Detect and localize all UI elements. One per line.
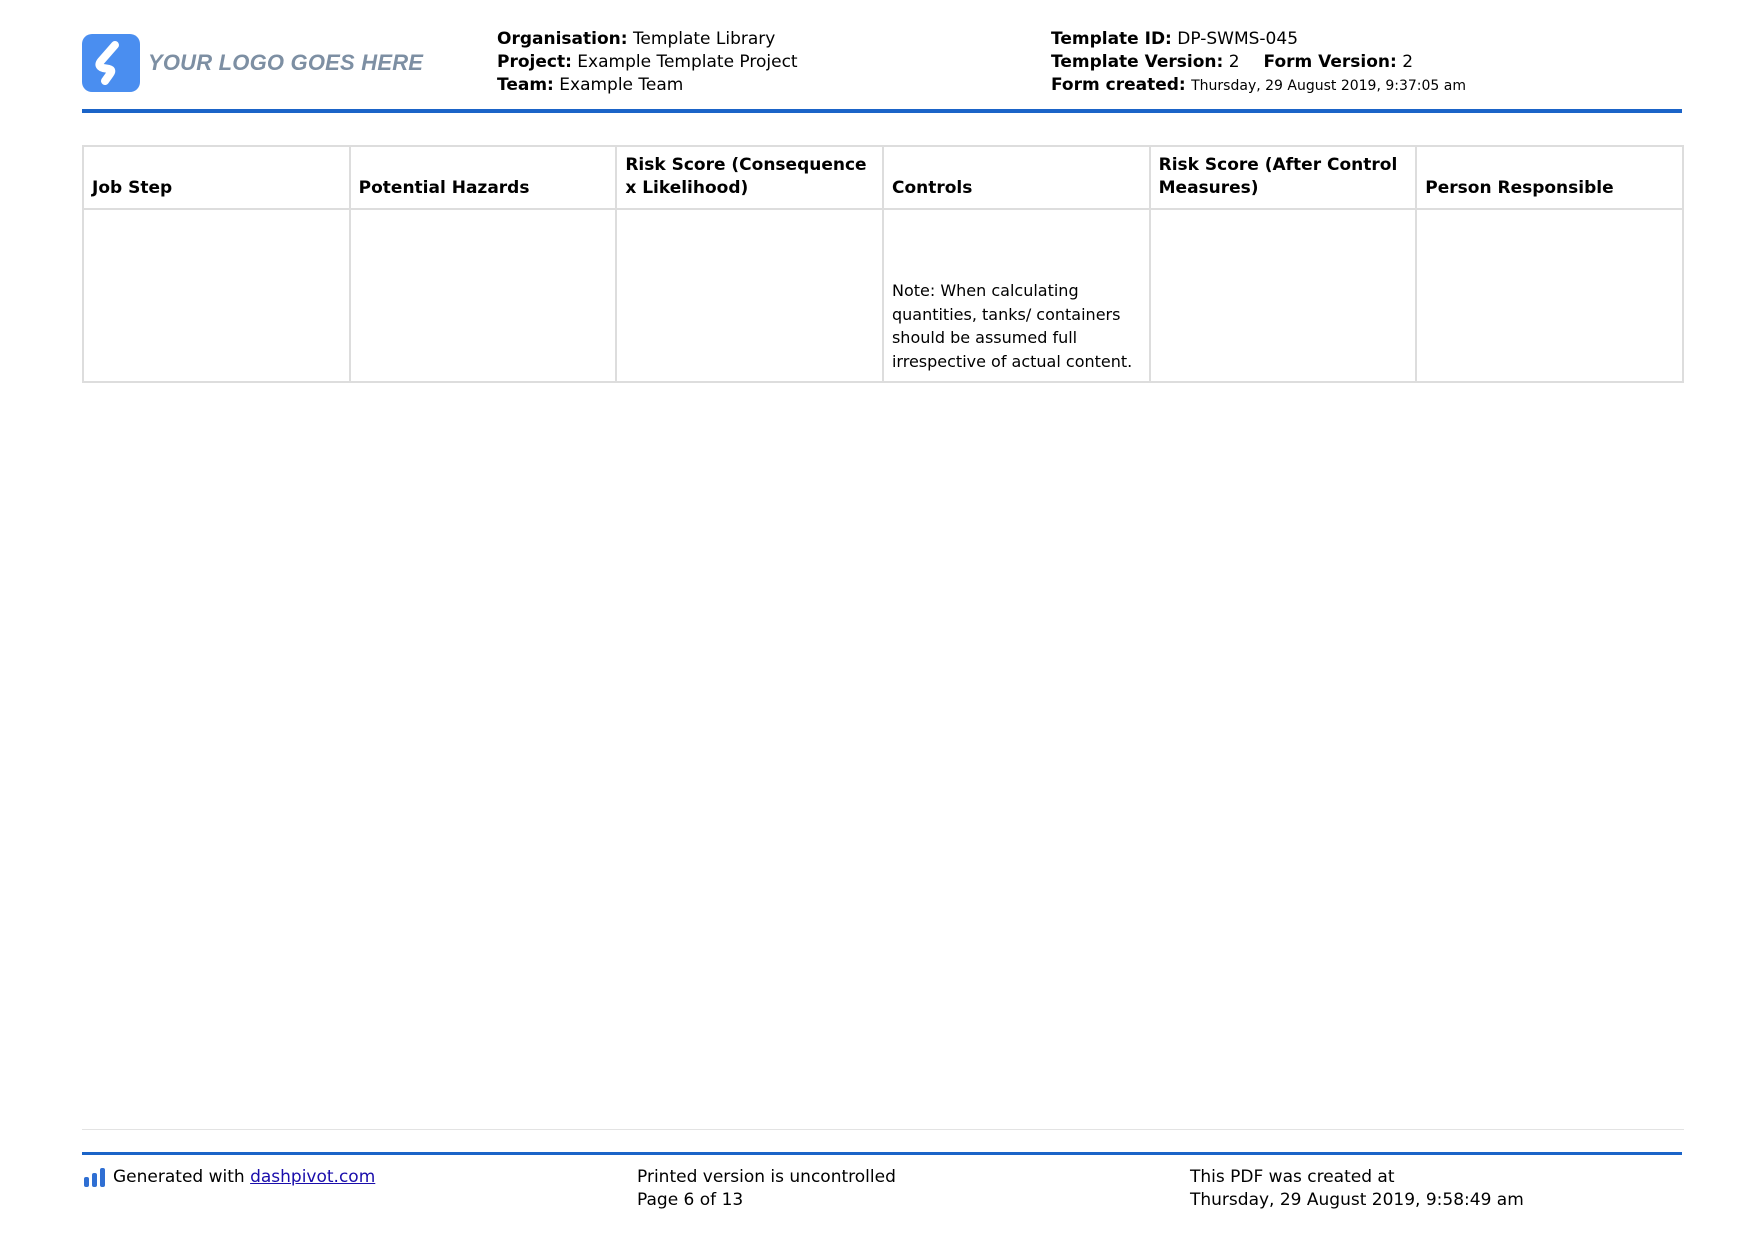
project-line	[497, 51, 798, 74]
pdf-created-value: Thursday, 29 August 2019, 9:58:49 am	[1190, 1190, 1524, 1210]
column-header-person-responsible: Person Responsible	[1416, 146, 1683, 209]
logo-mark-icon	[82, 34, 140, 92]
project-label: Project:	[497, 52, 572, 72]
organisation-line	[497, 28, 798, 51]
template-id-value: DP-SWMS-045	[1177, 29, 1299, 49]
page-number: Page 6 of 13	[637, 1190, 744, 1210]
footer-created-info	[1190, 1166, 1524, 1212]
team-value: Example Team	[559, 75, 684, 95]
template-version-label: Template Version:	[1051, 52, 1224, 72]
logo	[82, 34, 423, 92]
table-row	[83, 209, 1683, 382]
column-header-risk-score-after: Risk Score (After Control Measures)	[1150, 146, 1417, 209]
dashpivot-bars-icon	[84, 1168, 105, 1187]
footer-thin-divider	[82, 1129, 1684, 1130]
team-line	[497, 74, 798, 97]
template-id-label: Template ID:	[1051, 29, 1172, 49]
team-label: Team:	[497, 75, 554, 95]
form-created-line	[1051, 74, 1466, 98]
header-meta-left	[497, 28, 798, 97]
cell-risk-score	[616, 209, 883, 382]
cell-job-step	[83, 209, 350, 382]
column-header-potential-hazards: Potential Hazards	[350, 146, 617, 209]
form-version-value: 2	[1402, 52, 1414, 72]
header-divider	[82, 109, 1682, 113]
footer-generated	[84, 1166, 375, 1189]
template-version-value: 2	[1228, 52, 1240, 72]
organisation-label: Organisation:	[497, 29, 628, 49]
template-id-line	[1051, 28, 1466, 51]
cell-risk-score-after	[1150, 209, 1417, 382]
footer-divider	[82, 1152, 1682, 1155]
cell-potential-hazards	[350, 209, 617, 382]
printed-notice: Printed version is uncontrolled	[637, 1167, 896, 1187]
form-created-label: Form created:	[1051, 75, 1186, 95]
column-header-risk-score: Risk Score (Consequence x Likelihood)	[616, 146, 883, 209]
column-header-job-step: Job Step	[83, 146, 350, 209]
page-header	[82, 28, 1682, 110]
logo-text: YOUR LOGO GOES HERE	[148, 50, 424, 75]
risk-assessment-table	[82, 145, 1684, 383]
pdf-created-label: This PDF was created at	[1190, 1167, 1395, 1187]
cell-person-responsible	[1416, 209, 1683, 382]
project-value: Example Template Project	[577, 52, 798, 72]
organisation-value: Template Library	[632, 29, 776, 49]
generated-prefix: Generated with	[113, 1167, 245, 1187]
version-line	[1051, 51, 1466, 74]
column-header-controls: Controls	[883, 146, 1150, 209]
header-meta-right	[1051, 28, 1466, 98]
cell-controls: Note: When calculating quantities, tanks/ containers should be assumed full irrespective of actual content.	[883, 209, 1150, 382]
footer-print-info	[637, 1166, 896, 1212]
table-header-row	[83, 146, 1683, 209]
form-version-label: Form Version:	[1263, 52, 1397, 72]
dashpivot-link[interactable]: dashpivot.com	[250, 1167, 376, 1187]
form-created-value: Thursday, 29 August 2019, 9:37:05 am	[1191, 78, 1466, 94]
